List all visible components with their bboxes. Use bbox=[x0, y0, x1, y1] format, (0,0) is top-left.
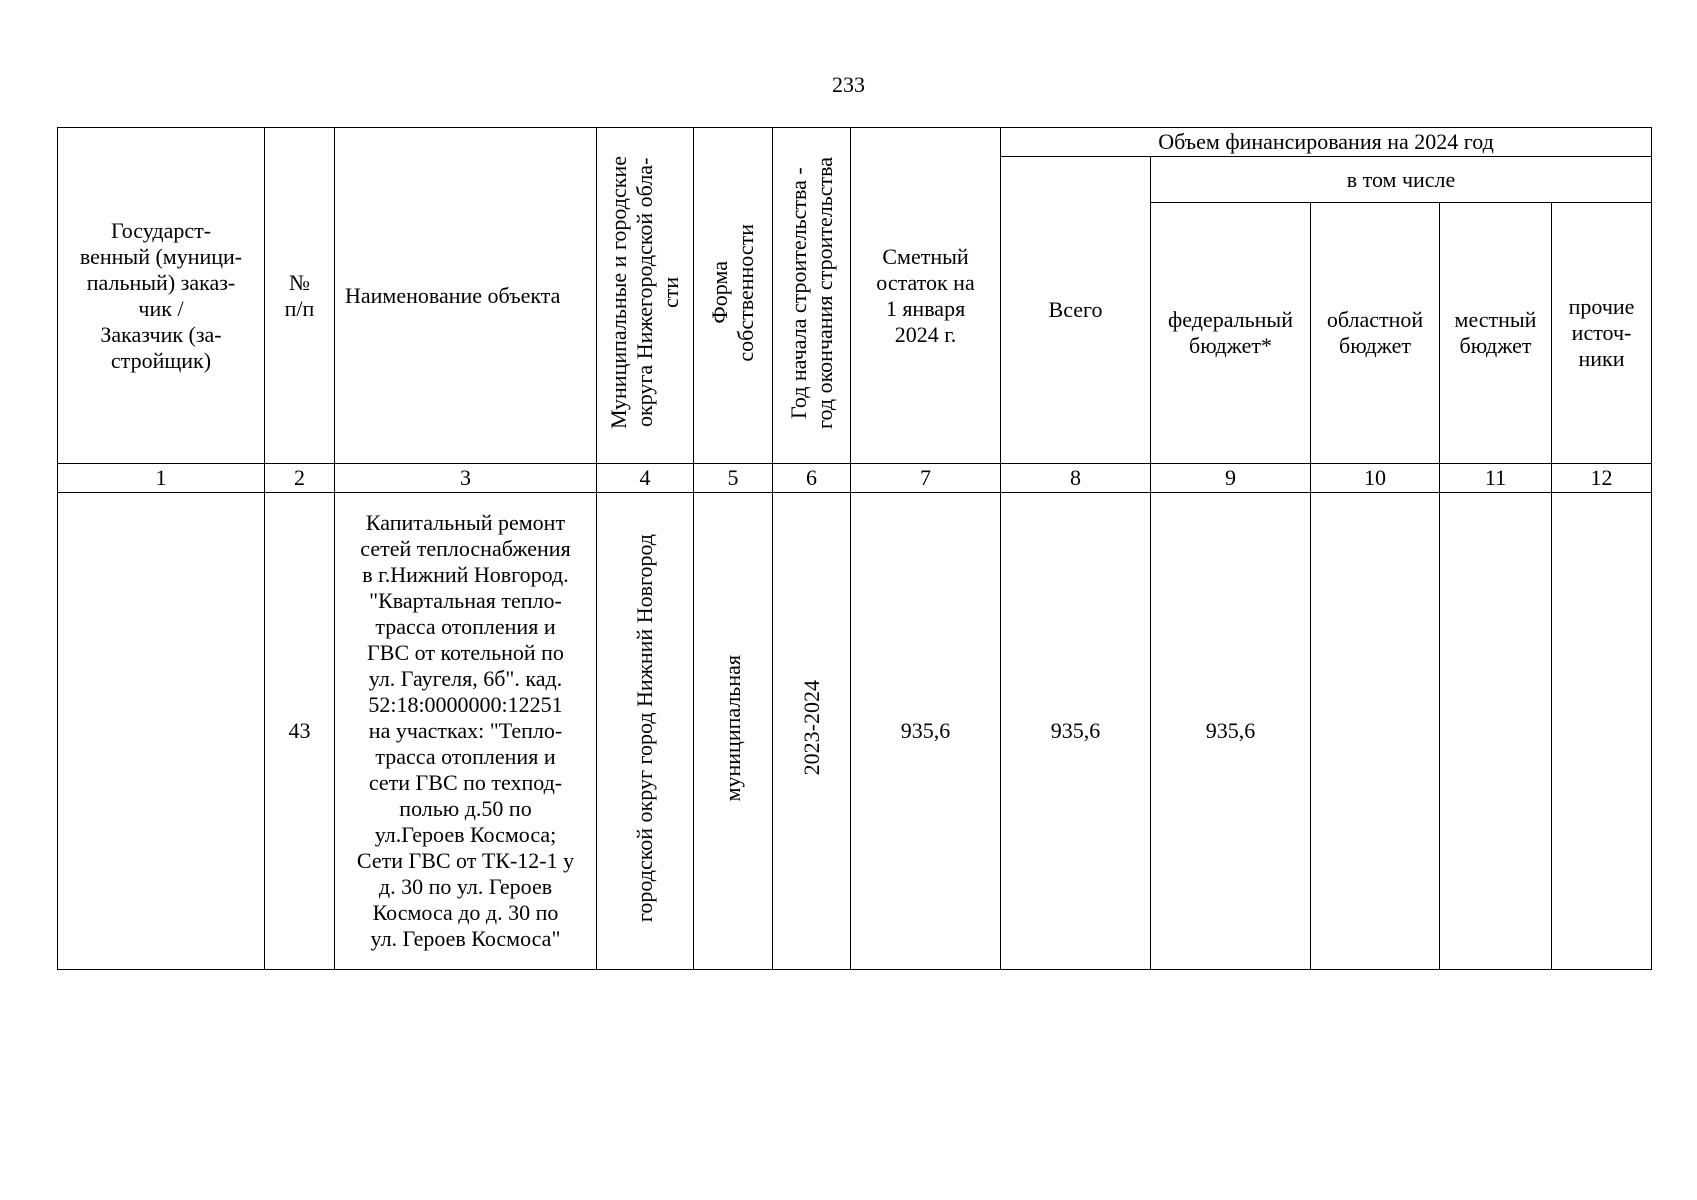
cell-total: 935,6 bbox=[1001, 493, 1151, 970]
column-number: 7 bbox=[851, 464, 1001, 493]
page-number: 233 bbox=[832, 72, 865, 97]
header-years: Год начала строительства - год окончания строительства bbox=[785, 156, 837, 429]
column-number: 2 bbox=[265, 464, 335, 493]
header-federal: федеральный бюджет* bbox=[1151, 203, 1311, 464]
header-years-cell bbox=[773, 128, 851, 464]
column-number: 3 bbox=[335, 464, 597, 493]
column-number: 9 bbox=[1151, 464, 1311, 493]
header-customer: Государст- венный (муници- пальный) заказ- чик / Заказчик (за- стройщик) bbox=[58, 128, 265, 464]
header-other: прочие источ- ники bbox=[1552, 203, 1652, 464]
column-number: 4 bbox=[597, 464, 694, 493]
header-regional: областной бюджет bbox=[1311, 203, 1440, 464]
header-ownership: Форма собственности bbox=[707, 223, 758, 362]
header-object-name: Наименование объекта bbox=[335, 128, 597, 464]
cell-object-name: Капитальный ремонт сетей теплоснабжения в г.Нижний Новгород. "Квартальная тепло- трасса отопления и ГВС от котельной по ул. Гаугеля, 6б". кад. 52:18:0000000:12251 на участках: "Тепло- трасса отопления и сети ГВС по техпод- полью д.50 по ул.Героев Космоса; Сети ГВС от ТК-12-1 у д. 30 по ул. Героев Космоса до д. 30 по ул. Героев Космоса" bbox=[335, 493, 597, 970]
table-row bbox=[58, 493, 1652, 970]
header-total: Всего bbox=[1001, 157, 1151, 464]
cell-years-cell bbox=[773, 493, 851, 970]
cell-balance: 935,6 bbox=[851, 493, 1001, 970]
cell-municipality-cell bbox=[597, 493, 694, 970]
cell-local bbox=[1440, 493, 1552, 970]
cell-num: 43 bbox=[265, 493, 335, 970]
cell-municipality: городской округ город Нижний Новгород bbox=[632, 533, 657, 923]
header-ownership-cell bbox=[694, 128, 773, 464]
column-number: 11 bbox=[1440, 464, 1552, 493]
column-number: 5 bbox=[694, 464, 773, 493]
header-num: № п/п bbox=[265, 128, 335, 464]
header-funding-group: Объем финансирования на 2024 год bbox=[1001, 128, 1652, 157]
cell-customer bbox=[58, 493, 265, 970]
cell-federal: 935,6 bbox=[1151, 493, 1311, 970]
header-municipalities: Муниципальные и городские округа Нижегородской обла- сти bbox=[606, 156, 683, 429]
column-number: 6 bbox=[773, 464, 851, 493]
column-number-row bbox=[58, 464, 1652, 493]
cell-regional bbox=[1311, 493, 1440, 970]
capital-investment-table bbox=[57, 127, 1652, 970]
cell-years: 2023-2024 bbox=[798, 680, 824, 776]
cell-ownership-cell bbox=[694, 493, 773, 970]
column-number: 10 bbox=[1311, 464, 1440, 493]
header-municipalities-cell bbox=[597, 128, 694, 464]
column-number: 8 bbox=[1001, 464, 1151, 493]
cell-other bbox=[1552, 493, 1652, 970]
header-balance: Сметный остаток на 1 января 2024 г. bbox=[851, 128, 1001, 464]
cell-ownership: муниципальная bbox=[720, 654, 745, 802]
column-number: 1 bbox=[58, 464, 265, 493]
column-number: 12 bbox=[1552, 464, 1652, 493]
header-local: местный бюджет bbox=[1440, 203, 1552, 464]
header-including: в том числе bbox=[1151, 157, 1652, 203]
